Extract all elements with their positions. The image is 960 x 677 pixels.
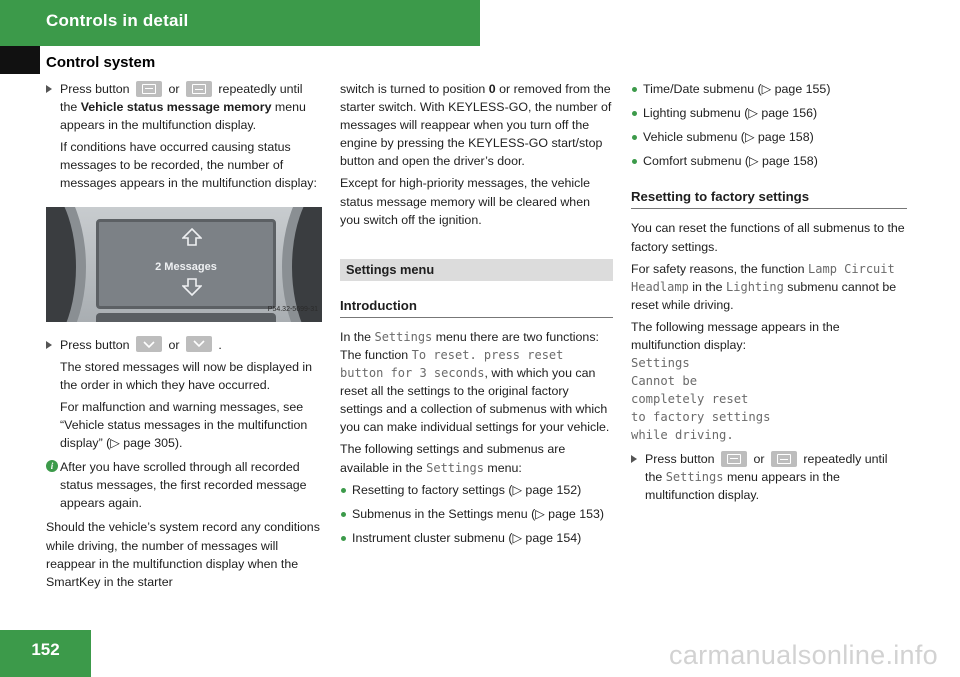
display-line: Cannot be — [631, 374, 698, 389]
introduction-heading: Introduction — [340, 297, 613, 318]
paragraph: For safety reasons, the function Lamp Circuit Headlamp in the Lighting submenu cannot be reset while driving. — [631, 261, 897, 312]
paragraph: In the Settings menu there are two functions: The function To reset. press reset button for 3 seconds, with which you can reset all the settings to the original factory settings and a collection of submenus with which you can make individual settings for your vehicle. — [340, 329, 610, 435]
paragraph: switch is turned to position 0 or removed from the starter switch. With KEYLESS-GO, the number of messages will reappear when you turn off the engine by pressing the KEYLESS-GO start/stop button and open the driver’s door. — [340, 82, 612, 169]
page-up-button-icon — [721, 451, 747, 467]
display-line: completely reset — [631, 392, 749, 407]
section-title: Control system — [46, 54, 156, 71]
column-right — [631, 80, 907, 508]
step-text: menu appears in the multifunction display. — [645, 470, 840, 503]
resetting-heading: Resetting to factory settings — [631, 188, 907, 209]
page-number-tab — [0, 630, 91, 677]
multifunction-display-image — [46, 207, 322, 322]
chapter-header-bar — [0, 0, 480, 46]
bullet-icon — [341, 488, 346, 493]
menu-name: Vehicle status message memory — [80, 100, 272, 115]
display-line: Settings — [631, 356, 690, 371]
lcd-message-count: 2 Messages — [155, 260, 217, 273]
bullet-icon — [341, 536, 346, 541]
page-down-button-icon — [771, 451, 797, 467]
arrow-up-icon — [182, 228, 202, 246]
list-item: Comfort submenu (▷ page 158) — [631, 152, 907, 170]
paragraph: If conditions have occurred causing status messages to be recorded, the number of messages appears in the multifunction display: — [60, 140, 317, 191]
image-code: P54.32-5699-31 — [267, 306, 318, 314]
arrow-down-icon — [182, 278, 202, 296]
step-text: or — [753, 452, 765, 467]
chapter-title: Controls in detail — [46, 11, 189, 30]
column-middle — [340, 80, 613, 553]
step-text: . — [218, 337, 222, 352]
step-arrow-icon — [631, 455, 637, 463]
paragraph: For malfunction and warning messages, see “Vehicle status messages in the multifunction display” (▷ page 305). — [60, 399, 308, 451]
lcd-screen — [96, 219, 276, 309]
column-left — [46, 80, 322, 595]
scroll-down-button-icon — [136, 336, 162, 352]
step-select-message-memory — [46, 80, 322, 134]
scroll-up-button-icon — [186, 336, 212, 352]
bullet-icon — [632, 135, 637, 140]
info-note — [46, 458, 322, 512]
step-text: or — [168, 82, 180, 96]
list-item: Instrument cluster submenu (▷ page 154) — [340, 529, 613, 547]
display-line: to factory settings — [631, 410, 771, 425]
paragraph: You can reset the functions of all submenus to the factory settings. — [631, 221, 905, 254]
note-text: After you have scrolled through all recorded status messages, the first recorded message appears again. — [60, 460, 307, 511]
list-item: Vehicle submenu (▷ page 158) — [631, 128, 907, 146]
section-marker — [0, 46, 40, 74]
list-item: Submenus in the Settings menu (▷ page 153) — [340, 505, 613, 523]
step-arrow-icon — [46, 85, 52, 93]
bullet-icon — [632, 87, 637, 92]
list-item: Time/Date submenu (▷ page 155) — [631, 80, 907, 98]
step-select-settings — [631, 450, 907, 504]
display-text: To reset. press reset button for 3 seconds — [340, 347, 564, 381]
step-text: Press button — [60, 82, 130, 96]
paragraph: The following settings and submenus are available in the Settings menu: — [340, 442, 566, 475]
settings-menu-heading: Settings menu — [340, 259, 613, 281]
step-scroll-messages — [46, 336, 322, 354]
display-text: Settings — [426, 460, 484, 475]
info-icon: i — [46, 460, 58, 472]
bullet-icon — [341, 512, 346, 517]
display-text: Lighting — [726, 279, 784, 294]
step-text: repeatedly until the — [645, 452, 888, 485]
display-line: while driving. — [631, 428, 734, 443]
left-gauge — [46, 207, 86, 322]
display-text: Settings — [665, 470, 724, 485]
list-item: Lighting submenu (▷ page 156) — [631, 104, 907, 122]
paragraph: Except for high-priority messages, the vehicle status message memory will be cleared when you switch off the ignition. — [340, 176, 590, 227]
step-arrow-icon — [46, 341, 52, 349]
paragraph: The following message appears in the multifunction display: — [631, 319, 840, 353]
watermark: carmanualsonline.info — [669, 640, 938, 670]
display-message — [631, 354, 907, 444]
lcd-lower-bezel — [96, 313, 276, 322]
step-text: Press button — [645, 452, 715, 467]
switch-position: 0 — [488, 82, 496, 96]
step-text: Press button — [60, 337, 130, 352]
page-number: 152 — [31, 640, 60, 659]
step-text: or — [168, 337, 180, 352]
paragraph: Should the vehicle’s system record any conditions while driving, the number of messages will reappear in the multifunction display when the SmartKey in the starter — [46, 520, 320, 589]
step-text: repeatedly until the — [60, 82, 303, 115]
display-text: Lamp Circuit Headlamp — [631, 261, 895, 294]
display-text: Settings — [374, 329, 433, 344]
paragraph: The stored messages will now be displayed in the order in which they have occurred. — [60, 359, 313, 392]
page-up-button-icon — [136, 81, 162, 97]
bullet-icon — [632, 111, 637, 116]
page-down-button-icon — [186, 81, 212, 97]
step-text: menu appears in the multifunction display. — [60, 100, 306, 133]
list-item: Resetting to factory settings (▷ page 152) — [340, 481, 613, 499]
bullet-icon — [632, 159, 637, 164]
